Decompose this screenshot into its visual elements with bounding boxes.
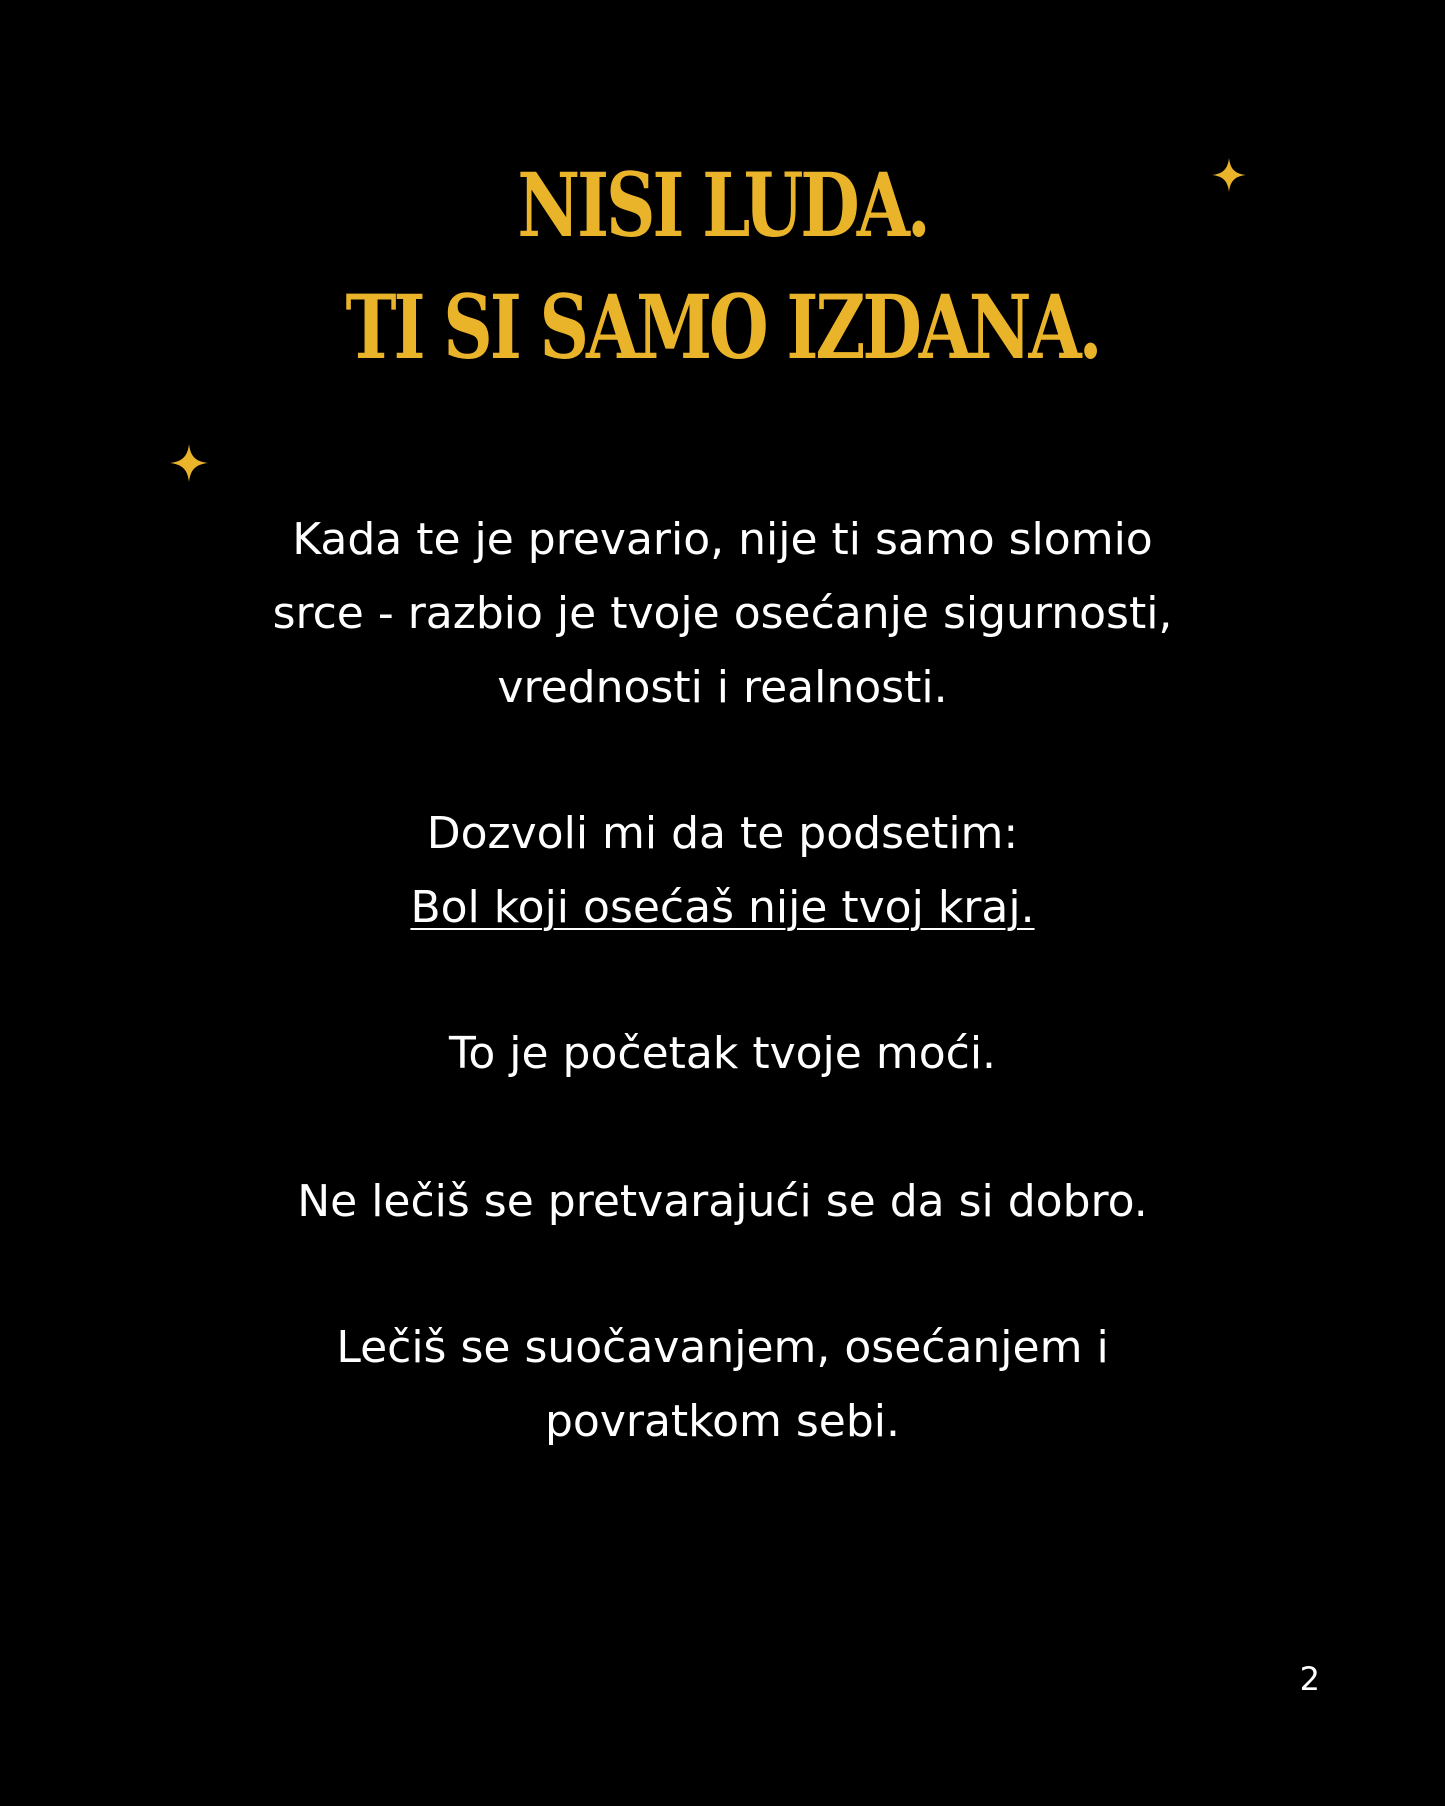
sparkle-icon [170,444,208,482]
underlined-statement: Bol koji osećaš nije tvoj kraj. [410,882,1035,933]
paragraph-line: Kada te je prevario, nije ti samo slomio [292,514,1153,565]
paragraph-line: Dozvoli mi da te podsetim: [426,808,1019,859]
sparkle-icon [1212,158,1246,192]
paragraph-line-container [0,871,1445,945]
page-number: 2 [1299,1660,1320,1698]
paragraph-line: vrednosti i realnosti. [497,662,948,713]
paragraph-line: Ne lečiš se pretvarajući se da si dobro. [297,1176,1148,1227]
headline-line-2: TI SI SAMO IZDANA. [345,275,1100,379]
paragraph-line: srce - razbio je tvoje osećanje sigurnosti, [272,588,1173,639]
paragraph-line: povratkom sebi. [544,1396,900,1447]
paragraph-line: Lečiš se suočavanjem, osećanjem i [336,1322,1109,1373]
paragraph-line: To je početak tvoje moći. [448,1028,997,1079]
headline-line-1: NISI LUDA. [517,153,928,257]
